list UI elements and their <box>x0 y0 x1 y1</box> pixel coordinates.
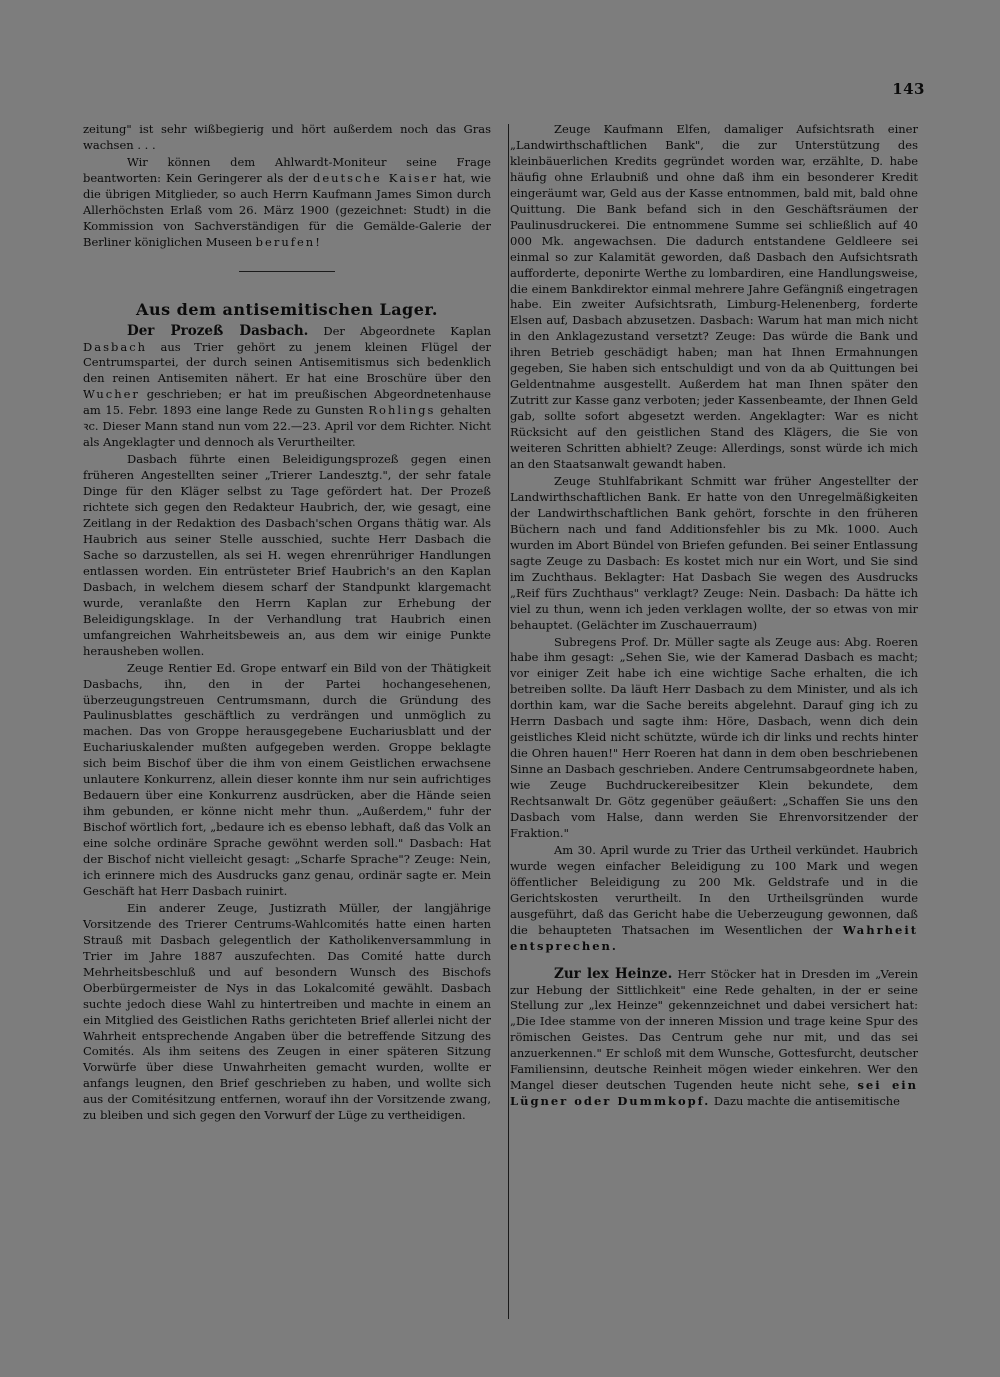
paragraph: Zeuge Stuhlfabrikant Schmitt war früher Angestellter der Landwirthschaftlichen Bank. Er hatte von den Unregelmäßigkeiten der Landwirthschaftlichen Bank gehört, forschte in den früheren Büchern nach und fand Additionsfehler bis zu Mk. 1000. Auch wurden im Abort Bündel von Briefen gefunden. Bei seiner Entlassung sagte Zeuge zu Dasbach: Es kostet mich nur ein Wort, und Sie sind im Zuchthaus. Beklagter: Hat Dasbach Sie wegen des Ausdrucks „Reif fürs Zuchthaus" verklagt? Zeuge: Nein. Dasbach: Da hätte ich viel zu thun, wenn ich jeden verklagen wollte, der so etwas von mir behauptet. (Gelächter im Zuschauerraum) <box>510 473 918 632</box>
paragraph <box>510 967 918 1111</box>
emphasis-text: sei ein Lügner oder Dummkopf. <box>510 1078 919 1109</box>
article-subheading: Zur lex Heinze. <box>554 965 673 982</box>
emphasis-text: Rohlings <box>368 403 436 418</box>
text-run: gehalten ꝛc. Dieser Mann stand nun vom 22.—23. April vor dem Richter. Nicht als Angeklagter und dennoch als Verurtheilter. <box>83 403 492 450</box>
paragraph: Dasbach führte einen Beleidigungsprozeß gegen einen früheren Angestellten seiner „Trierer Landesztg.", der sehr fatale Dinge für den Kläger selbst zu Tage gefördert hat. Der Prozeß richtete sich gegen den Redakteur Haubrich, der, wie gesagt, eine Zeitlang in der Redaktion des Dasbach'schen Organs thätig war. Als Haubrich aus seiner Stelle ausschied, suchte Herr Dasbach die Sache so darzustellen, als sei H. wegen ehrenrühriger Handlungen entlassen worden. Ein entrüsteter Brief Haubrich's an den Kaplan Dasbach, in welchem diesem scharf der Standpunkt klargemacht wurde, veranlaßte den Herrn Kaplan zur Erhebung der Beleidigungsklage. In der Verhandlung trat Haubrich einen umfangreichen Wahrheitsbeweis an, aus dem wir einige Punkte herausheben wollen. <box>83 452 491 658</box>
paragraph <box>83 324 491 452</box>
article-subheading: Der Prozeß Dasbach. <box>127 322 309 339</box>
paragraph: zeitung" ist sehr wißbegierig und hört außerdem noch das Gras wachsen . . . <box>83 122 491 152</box>
text-run: Herr Stöcker hat in Dresden im „Verein zur Hebung der Sittlichkeit" eine Rede gehalten, in der er seine Stellung zur „lex Heinze" gekennzeichnet und dabei versichert hat: „Die Idee stamme von der inneren Mission und trage keine Spur des römischen Geistes. Das Centrum gehe nur mit, und das sei anzuerkennen." Er schloß mit dem Wunsche, Gottesfurcht, deutscher Familiensinn, deutsche Reinheit mögen wieder einkehren. Wer den Mangel dieser deutschen Tugenden heute nicht sehe, <box>510 966 918 1093</box>
text-run: Wir können dem Ahlwardt-Moniteur seine Frage beantworten: Kein Geringerer als der <box>83 154 491 185</box>
text-run: Dazu machte die antisemitische <box>713 1094 900 1109</box>
section-divider <box>239 271 335 272</box>
emphasis-text: deutsche Kaiser <box>312 170 439 185</box>
paragraph <box>83 155 491 251</box>
paragraph: Subregens Prof. Dr. Müller sagte als Zeuge aus: Abg. Roeren habe ihm gesagt: „Sehen Sie, wie der Kamerad Dasbach es macht; vor einiger Zeit habe ich eine wichtige Sache erhalten, die ich betreiben sollte. Da läuft Herr Dasbach zu dem Minister, und als ich dorthin kam, war die Sache bereits abgelehnt. Darauf ging ich zu Herrn Dasbach und sagte ihm: Höre, Dasbach, wenn dich dein geistliches Kleid nicht schützte, würde ich dir links und rechts hinter die Ohren hauen!" Herr Roeren hat dann in dem oben beschriebenen Sinne an Dasbach geschrieben. Andere Centrumsabgeordnete haben, wie Zeuge Buchdruckereibesitzer Klein bekundete, dem Rechtsanwalt Dr. Götz gegenüber geäußert: „Schaffen Sie uns den Dasbach vom Halse, dann werden Sie Ehrenvorsitzender der Fraktion." <box>510 634 918 840</box>
emphasis-text: Wucher <box>83 387 140 402</box>
text-run: aus Trier gehört zu jenem kleinen Flügel der Centrumspartei, der durch seinen Antisemitismus sich bedenklich den reinen Antisemiten nähert. Er hat eine Broschüre über den <box>83 339 491 386</box>
paragraph <box>510 843 918 955</box>
paragraph: Ein anderer Zeuge, Justizrath Müller, der langjährige Vorsitzende des Trierer Centrums-Wahlcomités hatte einen harten Strauß mit Dasbach gelegentlich der Katholikenversammlung in Trier im Jahre 1887 auszufechten. Das Comité hatte durch Mehrheitsbeschluß und auf besondern Wunsch des Bischofs Oberbürgermeister de Nys in das Lokalcomité gewählt. Dasbach suchte jedoch diese Wahl zu hintertreiben und machte in einem an ein Mitglied des Geistlichen Raths gerichteten Brief allerlei nicht der Wahrheit entsprechende Angaben über die betreffende Sitzung des Comités. Als ihm seitens des Zeugen in einer späteren Sitzung Vorwürfe über diese Unwahrheiten gemacht wurden, wollte er anfangs leugnen, den Brief geschrieben zu haben, und wollte sich aus der Comitésitzung entfernen, worauf ihn der Vorsitzende zwang, zu bleiben und sich gegen den Vorwurf der Lüge zu vertheidigen. <box>83 900 491 1123</box>
emphasis-text: berufen! <box>255 234 322 249</box>
emphasis-text: Dasbach <box>83 339 148 354</box>
page-number: 143 <box>892 80 925 98</box>
text-run: geschrieben; er hat im preußischen Abgeordnetenhause am 15. Febr. 1893 eine lange Rede zu Gunsten <box>83 387 492 418</box>
emphasis-text: Wahrheit entsprechen. <box>510 922 919 953</box>
paragraph: Zeuge Rentier Ed. Grope entwarf ein Bild von der Thätigkeit Dasbachs, ihn, den in der Partei hochangesehenen, überzeugungstreuen Centrumsmann, durch die Gründung des Paulinusblattes geschäftlich zu verdrängen und unmöglich zu machen. Das von Groppe herausgegebene Euchariusblatt und der Euchariuskalender mußten aufgegeben werden. Groppe beklagte sich beim Bischof über die ihm von einem Geistlichen erwachsene unlautere Konkurrenz, allein dieser konnte ihm nur sein aufrichtiges Bedauern über eine Konkurrenz ausdrücken, aber die Hände seien ihm gebunden, er könne nicht mehr thun. „Außerdem," fuhr der Bischof wörtlich fort, „bedaure ich es ebenso lebhaft, daß das Volk an eine solche ordinäre Sprache gewöhnt werden soll." Dasbach: Hat der Bischof nicht vielleicht gesagt: „Scharfe Sprache"? Zeuge: Nein, ich erinnere mich des Ausdrucks ganz genau, ordinär sagte er. Mein Geschäft hat Herr Dasbach ruinirt. <box>83 660 491 898</box>
text-run: Der Abgeordnete Kaplan <box>323 323 491 338</box>
section-heading: Aus dem antisemitischen Lager. <box>136 299 438 319</box>
left-column <box>83 122 491 1124</box>
paragraph: Zeuge Kaufmann Elfen, damaliger Aufsichtsrath einer „Landwirthschaftlichen Bank", die zur Unterstützung des kleinbäuerlichen Kredits gegründet worden war, erzählte, D. habe häufig ohne Erlaubniß und ohne daß ihm ein besonderer Kredit eingeräumt war, Geld aus der Kasse entnommen, bald mit, bald ohne Quittung. Die Bank befand sich in den Geschäftsräumen der Paulinusdruckerei. Die entnommene Summe sei schließlich auf 40 000 Mk. angewachsen. Die dadurch entstandene Geldleere sei einmal so zur Kalamität geworden, daß Dasbach den Aufsichtsrath aufforderte, deponirte Werthe zu lombardiren, eine Handlungsweise, die einem Bankdirektor einmal mehrere Jahre Gefängniß eingetragen habe. Ein zweiter Aufsichtsrath, Limburg-Helenenberg, forderte Elsen auf, Dasbach abzusetzen. Dasbach: Warum hat man mich nicht in den Anklagezustand versetzt? Zeuge: Das würde die Bank und ihren Betrieb geschädigt haben; man hat Ihnen Ermahnungen gegeben, Sie haben sich entschuldigt und von da ab Quittungen bei Geldentnahme ausgestellt. Außerdem hat man Ihnen später den Zutritt zur Kasse ganz verboten; jeder Kassenbeamte, der Ihnen Geld gab, sollte sofort abgesetzt werden. Angeklagter: War es nicht Rücksicht auf den geistlichen Stand des Klägers, die Sie von weiteren Schritten abhielt? Zeuge: Allerdings, sonst würde ich mich an den Staatsanwalt gewandt haben. <box>510 122 918 472</box>
right-column <box>510 122 918 1110</box>
column-rule <box>508 124 509 1319</box>
text-run: hat, wie die übrigen Mitglieder, so auch Herrn Kaufmann James Simon durch Allerhöchsten Erlaß vom 26. März 1900 (gezeichnet: Studt) in die Kommission von Sachverständigen für die Gemälde-Galerie der Berliner königlichen Museen <box>83 170 491 249</box>
text-run: Am 30. April wurde zu Trier das Urtheil verkündet. Haubrich wurde wegen einfacher Beleidigung zu 100 Mark und wegen öffentlicher Beleidigung zu 200 Mk. Geldstrafe und in die Gerichtskosten verurtheilt. In den Urtheilsgründen wurde ausgeführt, daß das Gericht habe die Ueberzeugung gewonnen, daß die behaupteten Thatsachen im Wesentlichen der <box>510 842 918 937</box>
